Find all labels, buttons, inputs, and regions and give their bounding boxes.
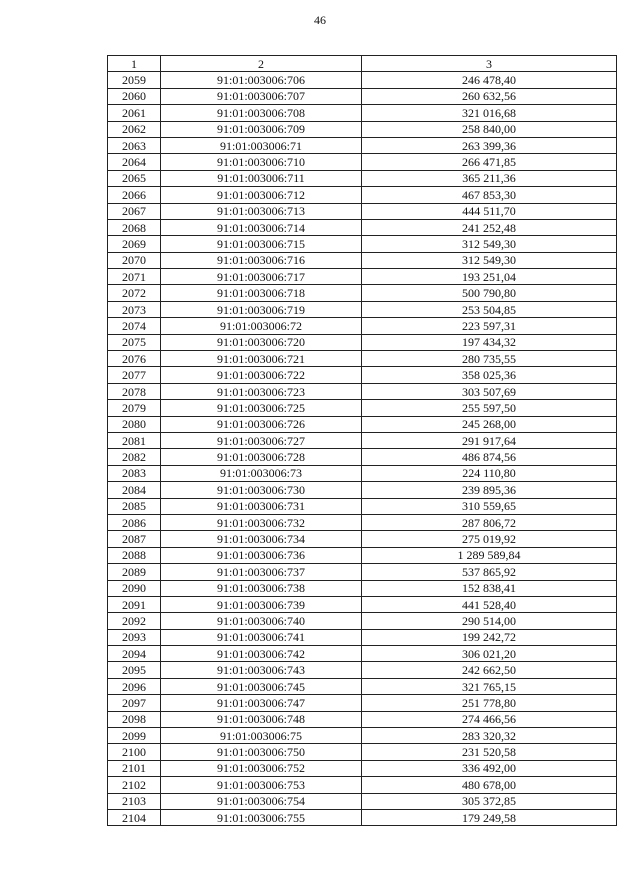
value-cell: 260 632,56: [362, 88, 617, 104]
row-number-cell: 2063: [108, 137, 161, 153]
value-cell: 305 372,85: [362, 793, 617, 809]
row-number-cell: 2090: [108, 580, 161, 596]
table-row: [108, 482, 617, 498]
row-number-cell: 2081: [108, 432, 161, 448]
cadastral-number-cell: 91:01:003006:754: [161, 793, 362, 809]
cadastral-number-cell: 91:01:003006:739: [161, 596, 362, 612]
cadastral-number-cell: 91:01:003006:718: [161, 285, 362, 301]
value-cell: 280 735,55: [362, 351, 617, 367]
cadastral-number-cell: 91:01:003006:714: [161, 219, 362, 235]
value-cell: 246 478,40: [362, 72, 617, 88]
table-row: [108, 416, 617, 432]
value-cell: 287 806,72: [362, 514, 617, 530]
data-table: [107, 55, 617, 826]
table-row: [108, 219, 617, 235]
value-cell: 231 520,58: [362, 744, 617, 760]
value-cell: 303 507,69: [362, 383, 617, 399]
value-cell: 312 549,30: [362, 252, 617, 268]
value-cell: 224 110,80: [362, 465, 617, 481]
table-row: [108, 711, 617, 727]
row-number-cell: 2097: [108, 695, 161, 711]
cadastral-number-cell: 91:01:003006:730: [161, 482, 362, 498]
cadastral-number-cell: 91:01:003006:750: [161, 744, 362, 760]
table-row: [108, 154, 617, 170]
table-row: [108, 547, 617, 563]
table-row: [108, 613, 617, 629]
cadastral-number-cell: 91:01:003006:755: [161, 809, 362, 825]
table-row: [108, 695, 617, 711]
cadastral-number-cell: 91:01:003006:715: [161, 236, 362, 252]
row-number-cell: 2091: [108, 596, 161, 612]
table-row: [108, 301, 617, 317]
table-row: [108, 793, 617, 809]
table-row: [108, 514, 617, 530]
cadastral-number-cell: 91:01:003006:723: [161, 383, 362, 399]
table-row: [108, 629, 617, 645]
value-cell: 241 252,48: [362, 219, 617, 235]
value-cell: 253 504,85: [362, 301, 617, 317]
row-number-cell: 2074: [108, 318, 161, 334]
cadastral-number-cell: 91:01:003006:726: [161, 416, 362, 432]
cadastral-number-cell: 91:01:003006:752: [161, 760, 362, 776]
cadastral-number-cell: 91:01:003006:736: [161, 547, 362, 563]
table-row: [108, 498, 617, 514]
table-row: [108, 809, 617, 825]
table-row: [108, 678, 617, 694]
cadastral-number-cell: 91:01:003006:716: [161, 252, 362, 268]
cadastral-number-cell: 91:01:003006:742: [161, 646, 362, 662]
cadastral-number-cell: 91:01:003006:737: [161, 564, 362, 580]
table-header-row: [108, 56, 617, 72]
value-cell: 245 268,00: [362, 416, 617, 432]
cadastral-number-cell: 91:01:003006:710: [161, 154, 362, 170]
cadastral-number-cell: 91:01:003006:721: [161, 351, 362, 367]
column-header: 1: [108, 56, 161, 72]
cadastral-number-cell: 91:01:003006:727: [161, 432, 362, 448]
value-cell: 444 511,70: [362, 203, 617, 219]
cadastral-number-cell: 91:01:003006:722: [161, 367, 362, 383]
cadastral-number-cell: 91:01:003006:731: [161, 498, 362, 514]
table-row: [108, 449, 617, 465]
value-cell: 258 840,00: [362, 121, 617, 137]
cadastral-number-cell: 91:01:003006:743: [161, 662, 362, 678]
row-number-cell: 2086: [108, 514, 161, 530]
row-number-cell: 2098: [108, 711, 161, 727]
value-cell: 291 917,64: [362, 432, 617, 448]
cadastral-number-cell: 91:01:003006:740: [161, 613, 362, 629]
row-number-cell: 2102: [108, 777, 161, 793]
cadastral-number-cell: 91:01:003006:725: [161, 400, 362, 416]
cadastral-number-cell: 91:01:003006:741: [161, 629, 362, 645]
row-number-cell: 2078: [108, 383, 161, 399]
table-row: [108, 121, 617, 137]
table-row: [108, 334, 617, 350]
table-row: [108, 777, 617, 793]
table-row: [108, 564, 617, 580]
table-row: [108, 351, 617, 367]
row-number-cell: 2084: [108, 482, 161, 498]
row-number-cell: 2077: [108, 367, 161, 383]
cadastral-number-cell: 91:01:003006:717: [161, 269, 362, 285]
value-cell: 193 251,04: [362, 269, 617, 285]
cadastral-number-cell: 91:01:003006:753: [161, 777, 362, 793]
cadastral-number-cell: 91:01:003006:720: [161, 334, 362, 350]
table-row: [108, 170, 617, 186]
value-cell: 467 853,30: [362, 187, 617, 203]
value-cell: 152 838,41: [362, 580, 617, 596]
value-cell: 266 471,85: [362, 154, 617, 170]
table-row: [108, 400, 617, 416]
cadastral-number-cell: 91:01:003006:708: [161, 105, 362, 121]
table-row: [108, 137, 617, 153]
value-cell: 321 016,68: [362, 105, 617, 121]
row-number-cell: 2104: [108, 809, 161, 825]
value-cell: 336 492,00: [362, 760, 617, 776]
value-cell: 251 778,80: [362, 695, 617, 711]
row-number-cell: 2068: [108, 219, 161, 235]
value-cell: 500 790,80: [362, 285, 617, 301]
value-cell: 310 559,65: [362, 498, 617, 514]
table-row: [108, 88, 617, 104]
row-number-cell: 2070: [108, 252, 161, 268]
cadastral-number-cell: 91:01:003006:747: [161, 695, 362, 711]
value-cell: 358 025,36: [362, 367, 617, 383]
table-row: [108, 728, 617, 744]
value-cell: 537 865,92: [362, 564, 617, 580]
value-cell: 197 434,32: [362, 334, 617, 350]
row-number-cell: 2060: [108, 88, 161, 104]
table-row: [108, 236, 617, 252]
value-cell: 1 289 589,84: [362, 547, 617, 563]
row-number-cell: 2069: [108, 236, 161, 252]
value-cell: 480 678,00: [362, 777, 617, 793]
table-row: [108, 662, 617, 678]
cadastral-number-cell: 91:01:003006:706: [161, 72, 362, 88]
row-number-cell: 2094: [108, 646, 161, 662]
cadastral-number-cell: 91:01:003006:745: [161, 678, 362, 694]
table-row: [108, 285, 617, 301]
row-number-cell: 2073: [108, 301, 161, 317]
cadastral-number-cell: 91:01:003006:72: [161, 318, 362, 334]
table-row: [108, 744, 617, 760]
row-number-cell: 2095: [108, 662, 161, 678]
cadastral-number-cell: 91:01:003006:738: [161, 580, 362, 596]
table-row: [108, 383, 617, 399]
table-row: [108, 187, 617, 203]
cadastral-number-cell: 91:01:003006:719: [161, 301, 362, 317]
value-cell: 486 874,56: [362, 449, 617, 465]
page-number: 46: [314, 13, 326, 27]
row-number-cell: 2096: [108, 678, 161, 694]
value-cell: 321 765,15: [362, 678, 617, 694]
value-cell: 290 514,00: [362, 613, 617, 629]
row-number-cell: 2083: [108, 465, 161, 481]
table-row: [108, 596, 617, 612]
row-number-cell: 2099: [108, 728, 161, 744]
cadastral-number-cell: 91:01:003006:709: [161, 121, 362, 137]
row-number-cell: 2079: [108, 400, 161, 416]
row-number-cell: 2100: [108, 744, 161, 760]
table-row: [108, 367, 617, 383]
row-number-cell: 2093: [108, 629, 161, 645]
table-row: [108, 318, 617, 334]
cadastral-number-cell: 91:01:003006:734: [161, 531, 362, 547]
row-number-cell: 2076: [108, 351, 161, 367]
row-number-cell: 2089: [108, 564, 161, 580]
row-number-cell: 2071: [108, 269, 161, 285]
row-number-cell: 2087: [108, 531, 161, 547]
cadastral-number-cell: 91:01:003006:713: [161, 203, 362, 219]
table-row: [108, 760, 617, 776]
value-cell: 263 399,36: [362, 137, 617, 153]
cadastral-number-cell: 91:01:003006:71: [161, 137, 362, 153]
row-number-cell: 2064: [108, 154, 161, 170]
table-row: [108, 531, 617, 547]
table-body: [108, 56, 617, 826]
row-number-cell: 2067: [108, 203, 161, 219]
value-cell: 223 597,31: [362, 318, 617, 334]
row-number-cell: 2066: [108, 187, 161, 203]
row-number-cell: 2082: [108, 449, 161, 465]
row-number-cell: 2085: [108, 498, 161, 514]
cadastral-number-cell: 91:01:003006:711: [161, 170, 362, 186]
value-cell: 255 597,50: [362, 400, 617, 416]
value-cell: 242 662,50: [362, 662, 617, 678]
table-row: [108, 105, 617, 121]
value-cell: 365 211,36: [362, 170, 617, 186]
cadastral-number-cell: 91:01:003006:75: [161, 728, 362, 744]
table-row: [108, 432, 617, 448]
value-cell: 312 549,30: [362, 236, 617, 252]
table-row: [108, 646, 617, 662]
row-number-cell: 2059: [108, 72, 161, 88]
table-row: [108, 580, 617, 596]
row-number-cell: 2080: [108, 416, 161, 432]
table-row: [108, 269, 617, 285]
value-cell: 306 021,20: [362, 646, 617, 662]
row-number-cell: 2065: [108, 170, 161, 186]
row-number-cell: 2075: [108, 334, 161, 350]
value-cell: 283 320,32: [362, 728, 617, 744]
row-number-cell: 2072: [108, 285, 161, 301]
row-number-cell: 2062: [108, 121, 161, 137]
cadastral-number-cell: 91:01:003006:712: [161, 187, 362, 203]
value-cell: 274 466,56: [362, 711, 617, 727]
value-cell: 441 528,40: [362, 596, 617, 612]
row-number-cell: 2061: [108, 105, 161, 121]
column-header: 3: [362, 56, 617, 72]
table-row: [108, 72, 617, 88]
row-number-cell: 2101: [108, 760, 161, 776]
table-row: [108, 252, 617, 268]
value-cell: 239 895,36: [362, 482, 617, 498]
cadastral-number-cell: 91:01:003006:748: [161, 711, 362, 727]
cadastral-number-cell: 91:01:003006:73: [161, 465, 362, 481]
row-number-cell: 2092: [108, 613, 161, 629]
row-number-cell: 2088: [108, 547, 161, 563]
table-row: [108, 203, 617, 219]
cadastral-number-cell: 91:01:003006:732: [161, 514, 362, 530]
value-cell: 275 019,92: [362, 531, 617, 547]
table-row: [108, 465, 617, 481]
cadastral-number-cell: 91:01:003006:707: [161, 88, 362, 104]
value-cell: 199 242,72: [362, 629, 617, 645]
column-header: 2: [161, 56, 362, 72]
cadastral-number-cell: 91:01:003006:728: [161, 449, 362, 465]
value-cell: 179 249,58: [362, 809, 617, 825]
row-number-cell: 2103: [108, 793, 161, 809]
